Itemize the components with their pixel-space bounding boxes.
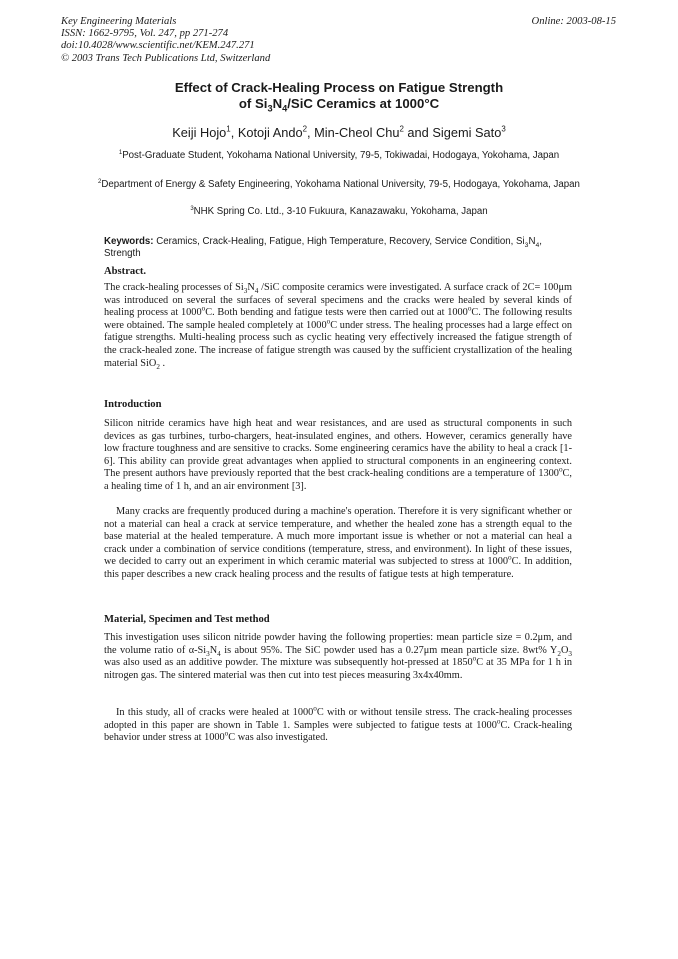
body-superscript: o xyxy=(558,465,563,474)
title-line-2 xyxy=(0,96,678,112)
body-text: C with or without tensile stress. The crack-healing processes adopted in this paper are shown in Table 1. Samples were subjected to fatigue tests at 1000 xyxy=(104,707,573,731)
introduction-paragraph-1 xyxy=(104,418,572,494)
abstract-body xyxy=(104,282,572,370)
body-subscript: 2 xyxy=(557,649,561,658)
abstract-text: . xyxy=(159,357,166,369)
keywords-text: Ceramics, Crack-Healing, Fatigue, High Temperature, Recovery, Service Condition, Si xyxy=(153,236,525,247)
introduction-heading: Introduction xyxy=(104,399,162,410)
copyright-line: © 2003 Trans Tech Publications Ltd, Switzerland xyxy=(61,52,271,64)
author-name: Sigemi Sato xyxy=(432,125,502,140)
keywords-text: , Strength xyxy=(104,236,542,260)
abstract-text: /SiC composite ceramics were investigated. A surface crack of 2C= 100μm was introduced on several the surfaces of several specimens and the cracks were healed by several kinds of healing process at 1000 xyxy=(104,282,572,319)
author-list xyxy=(0,125,678,140)
body-text: This investigation uses silicon nitride powder having the following properties: mean particle size = 0.2μm, and the volume ratio of α-Si xyxy=(104,632,572,656)
issn-line: ISSN: 1662-9795, Vol. 247, pp 271-274 xyxy=(61,28,229,40)
body-text: Silicon nitride ceramics have high heat and wear resistances, and are used as structural components in such devices as gas turbines, turbo-chargers, heat-insulated engines, and others. However, ceramics generally have low fracture toughness and are sensitive to cracks. Some engineering ceramics have the ability to heal a crack [1-6]. This ability can provide great advantages when applied to structural components in an engineering context. The present authors have previously reported that the best crack-healing conditions are a temperature of 1300 xyxy=(104,418,572,480)
title-subscript: 3 xyxy=(267,103,273,114)
abstract-superscript: o xyxy=(326,317,331,326)
author-affiliation-mark: 2 xyxy=(302,124,307,134)
abstract-text: C. The following results were obtained. The sample healed completely at 1000 xyxy=(104,307,572,331)
author-separator: , xyxy=(230,125,238,140)
affiliation-3 xyxy=(80,206,598,218)
title-text: /SiC Ceramics at 1000°C xyxy=(287,95,440,111)
author-affiliation-mark: 2 xyxy=(399,124,404,134)
affiliation-text: NHK Spring Co. Ltd., 3-10 Fukuura, Kanazawaku, Yokohama, Japan xyxy=(193,206,488,217)
methods-paragraph-2 xyxy=(104,704,573,745)
keywords-subscript: 3 xyxy=(524,241,529,249)
abstract-superscript: o xyxy=(467,304,472,313)
keywords-subscript: 4 xyxy=(535,241,540,249)
body-superscript: o xyxy=(472,654,477,663)
title-text: N xyxy=(272,95,283,111)
title-subscript: 4 xyxy=(282,103,288,114)
body-subscript: 3 xyxy=(568,649,572,658)
abstract-text: N xyxy=(247,282,255,293)
affiliation-number: 3 xyxy=(190,205,194,212)
body-superscript: o xyxy=(496,717,501,726)
abstract-text: C. Both bending and fatigue tests were then carried out at 1000 xyxy=(205,307,468,319)
body-text: was also used as an additive powder. The mixture was subsequently hot-pressed at 1850 xyxy=(104,657,473,669)
affiliation-number: 2 xyxy=(98,178,102,185)
abstract-superscript: o xyxy=(201,304,206,313)
body-subscript: 4 xyxy=(217,649,221,658)
body-text: N xyxy=(209,644,218,656)
affiliation-text: Department of Energy & Safety Engineering, Yokohama National University, 79-5, Hodogaya, Yokohama, Japan xyxy=(101,179,580,190)
online-date: Online: 2003-08-15 xyxy=(531,16,616,27)
body-text: C. In addition, this paper describes a new crack healing process and the results of fatigue tests at high temperature. xyxy=(104,556,572,580)
abstract-subscript: 4 xyxy=(254,287,259,296)
keywords xyxy=(104,236,572,260)
affiliation-number: 1 xyxy=(118,149,123,156)
author-name: Min-Cheol Chu xyxy=(314,125,400,140)
abstract-subscript: 2 xyxy=(156,362,160,371)
abstract-heading: Abstract. xyxy=(104,266,147,277)
author-affiliation-mark: 3 xyxy=(501,124,506,134)
keywords-text: N xyxy=(528,236,536,247)
author-name: Keiji Hojo xyxy=(172,125,227,140)
affiliation-2 xyxy=(80,179,598,191)
body-text: In this study, all of cracks were healed at 1000 xyxy=(116,707,314,718)
methods-paragraph-1 xyxy=(104,632,572,682)
body-superscript: o xyxy=(313,704,317,713)
body-text: C was also investigated. xyxy=(228,732,328,744)
body-text: Many cracks are frequently produced during a machine's operation. Therefore it is very significant whether or not a material can heal a crack at service temperature, and whether the healed zone has a strength equal to the base material at the healed temperature. A much more important issue is whether or not a material can heal a crack under a combination of service conditions (temperature, stress, and environment). In light of these issues, we decided to carry out an experiment in which ceramic material was subjected to stress at 1000 xyxy=(104,506,572,568)
body-superscript: o xyxy=(224,729,229,738)
title-text: of Si xyxy=(238,95,268,111)
journal-header xyxy=(61,16,270,65)
body-superscript: o xyxy=(508,553,512,562)
body-text: C, a healing time of 1 h, and an air environment [3]. xyxy=(104,468,572,492)
paper-title xyxy=(0,80,678,114)
body-subscript: 3 xyxy=(206,649,210,658)
title-line-1: Effect of Crack-Healing Process on Fatigue Strength xyxy=(174,80,504,95)
body-text: C at 35 MPa for 1 h in nitrogen gas. The sintered material was then cut into test pieces measuring 3x4x40mm. xyxy=(104,657,572,681)
abstract-subscript: 3 xyxy=(243,287,248,296)
body-text: O xyxy=(560,644,569,656)
body-text: is about 95%. The SiC powder used has a 0.27μm mean particle size. 8wt% Y xyxy=(220,644,558,656)
abstract-text: C under stress. The healing processes had a large effect on fatigue strengths. Multi-healing process such as cyclic heating very effectively increased the fatigue strength of the crack-healed zone. The increase of fatigue strength was caused by the sufficient crystallization of the healing material SiO xyxy=(104,319,573,369)
affiliation-text: Post-Graduate Student, Yokohama National University, 79-5, Tokiwadai, Hodogaya, Yokohama, Japan xyxy=(122,150,560,161)
abstract-text: The crack-healing processes of Si xyxy=(104,282,244,293)
affiliation-1 xyxy=(80,150,598,162)
methods-heading: Material, Specimen and Test method xyxy=(104,614,270,625)
introduction-paragraph-2 xyxy=(104,506,572,582)
author-separator: and xyxy=(403,125,433,140)
author-separator: , xyxy=(306,125,315,140)
body-text: C. Crack-healing behavior under stress at 1000 xyxy=(104,719,572,744)
keywords-label: Keywords: xyxy=(104,236,154,247)
journal-name: Key Engineering Materials xyxy=(61,16,177,27)
author-name: Kotoji Ando xyxy=(237,125,303,140)
author-affiliation-mark: 1 xyxy=(226,124,231,134)
doi-line: doi:10.4028/www.scientific.net/KEM.247.271 xyxy=(61,40,255,52)
